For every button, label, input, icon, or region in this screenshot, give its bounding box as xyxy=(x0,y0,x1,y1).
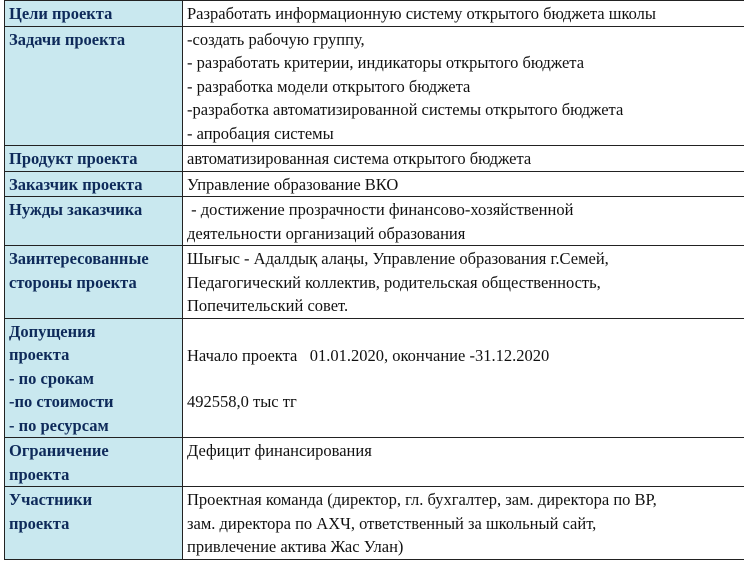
task-item: - апробация системы xyxy=(187,123,334,143)
assumptions-gap xyxy=(187,367,740,390)
assumptions-dates: Начало проекта 01.01.2020, окончание -31.12.2020 xyxy=(187,345,550,365)
participants-value-line: Проектная команда (директор, гл. бухгалтер, зам. директора по ВР, xyxy=(187,490,657,509)
needs-label-cell xyxy=(5,197,183,246)
assumptions-label-line: - по ресурсам xyxy=(9,415,109,435)
assumptions-spacer xyxy=(187,320,740,344)
product-value-cell xyxy=(183,146,745,172)
assumptions-label-line: проекта xyxy=(9,345,70,364)
needs-value-cell xyxy=(183,197,745,246)
participants-label-cell xyxy=(5,487,183,560)
stakeholders-value-line: Попечительский совет. xyxy=(187,296,349,315)
constraints-value: Дефицит финансирования xyxy=(187,441,372,460)
assumptions-label-cell xyxy=(5,318,183,438)
stakeholders-value-line: Шығыс - Адалдық алаңы, Управление образования г.Семей, xyxy=(187,249,609,268)
project-charter-table xyxy=(4,0,744,560)
participants-label-line: проекта xyxy=(9,513,70,533)
product-value: автоматизированная система открытого бюджета xyxy=(187,149,532,168)
stakeholders-value-cell xyxy=(183,246,745,319)
task-item: -создать рабочую группу, xyxy=(187,29,365,49)
task-item: - разработка модели открытого бюджета xyxy=(187,76,471,96)
stakeholders-label-cell xyxy=(5,246,183,319)
needs-value-line: деятельности организаций образования xyxy=(187,223,466,243)
product-label-cell xyxy=(5,146,183,172)
row-stakeholders xyxy=(5,246,745,319)
row-assumptions xyxy=(5,318,745,438)
row-product xyxy=(5,146,745,172)
customer-label-cell xyxy=(5,171,183,197)
customer-value: Управление образование ВКО xyxy=(187,174,399,194)
participants-label-line: Участники xyxy=(9,490,93,509)
constraints-label-line: проекта xyxy=(9,464,70,484)
tasks-label-cell xyxy=(5,26,183,146)
constraints-label-cell xyxy=(5,438,183,487)
row-participants xyxy=(5,487,745,560)
needs-label: Нужды заказчика xyxy=(9,200,143,219)
stakeholders-value-line: Педагогический коллектив, родительская общественность, xyxy=(187,272,601,292)
needs-value-line: - достижение прозрачности финансово-хозяйственной xyxy=(187,200,574,219)
participants-value-cell xyxy=(183,487,745,560)
stakeholders-label-line: Заинтересованные xyxy=(9,249,149,268)
customer-value-cell xyxy=(183,171,745,197)
participants-value-line: зам. директора по АХЧ, ответственный за школьный сайт, xyxy=(187,513,597,533)
assumptions-label-line: Допущения xyxy=(9,321,96,341)
goals-label: Цели проекта xyxy=(9,4,113,23)
assumptions-cost: 492558,0 тыс тг xyxy=(187,392,297,411)
customer-label: Заказчик проекта xyxy=(9,174,143,194)
row-customer xyxy=(5,171,745,197)
constraints-value-cell xyxy=(183,438,745,487)
goals-value-cell xyxy=(183,1,745,27)
project-charter-frame xyxy=(4,0,744,563)
assumptions-label-line: -по стоимости xyxy=(9,392,114,411)
product-label: Продукт проекта xyxy=(9,149,138,168)
goals-value: Разработать информационную систему открытого бюджета школы xyxy=(187,4,656,23)
tasks-value-cell xyxy=(183,26,745,146)
row-customer-needs xyxy=(5,197,745,246)
assumptions-label-line: - по срокам xyxy=(9,368,94,388)
row-constraints xyxy=(5,438,745,487)
tasks-label: Задачи проекта xyxy=(9,29,126,49)
row-goals xyxy=(5,1,745,27)
row-tasks xyxy=(5,26,745,146)
participants-value-line: привлечение актива Жас Улан) xyxy=(187,537,404,556)
task-item: -разработка автоматизированной системы открытого бюджета xyxy=(187,100,624,119)
goals-label-cell xyxy=(5,1,183,27)
task-item: - разработать критерии, индикаторы открытого бюджета xyxy=(187,53,585,72)
assumptions-value-cell xyxy=(183,318,745,438)
constraints-label-line: Ограничение xyxy=(9,441,109,460)
stakeholders-label-line: стороны проекта xyxy=(9,272,137,292)
